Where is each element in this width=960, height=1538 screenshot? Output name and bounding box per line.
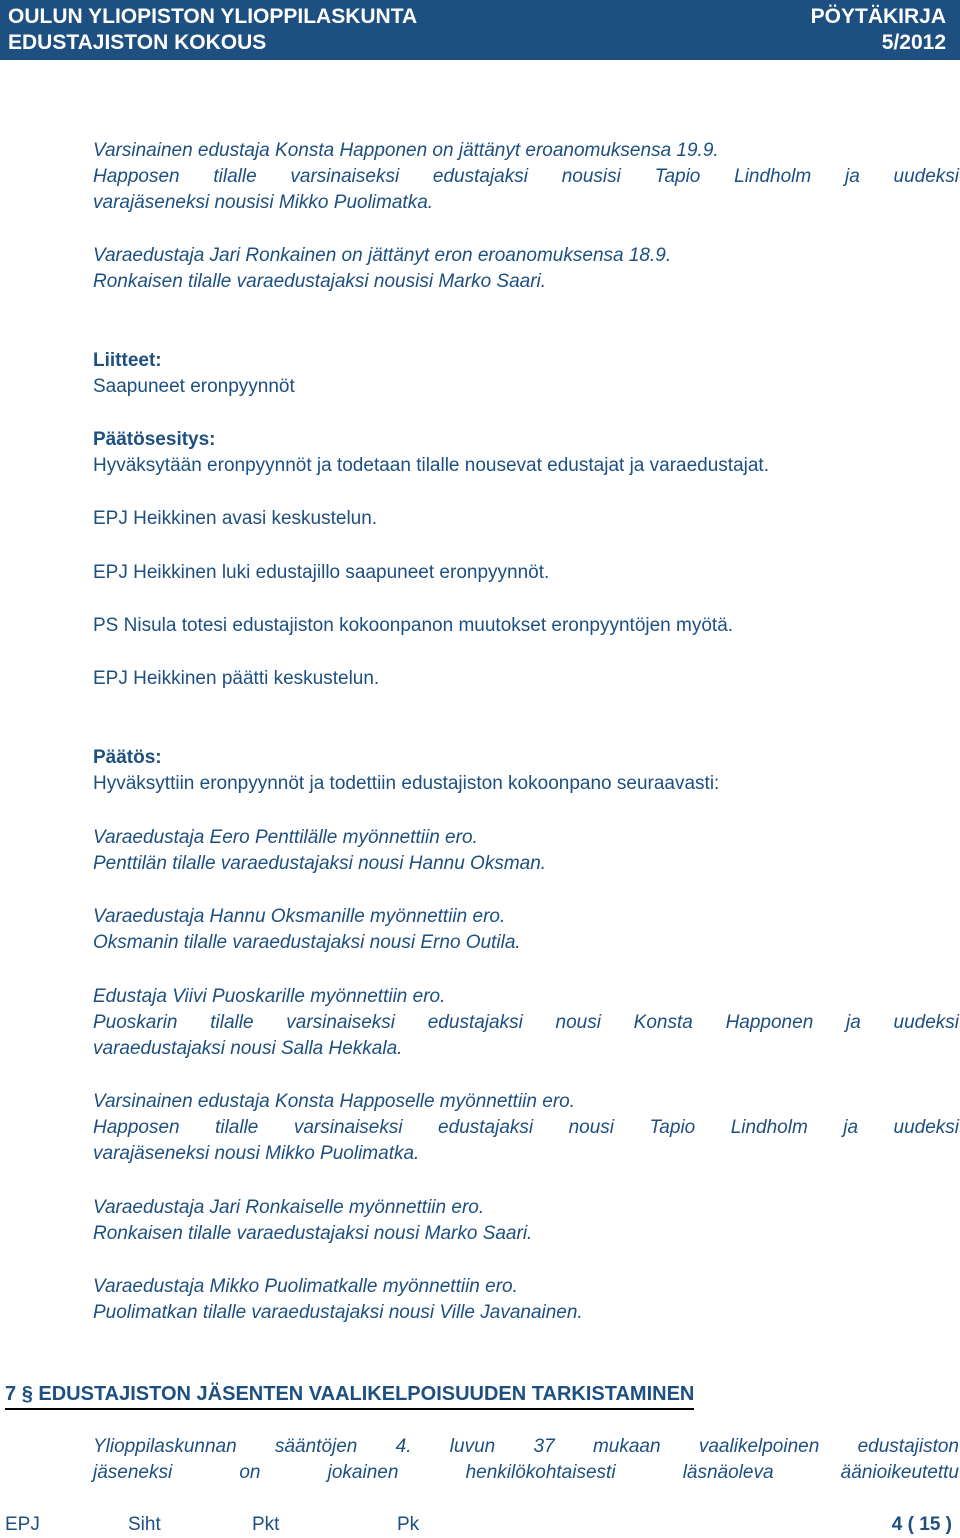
section-number: 7 xyxy=(5,1383,17,1405)
decision-item: Varaedustaja Mikko Puolimatkalle myönnettiin ero. xyxy=(93,1276,518,1297)
decision-item: Varaedustaja Jari Ronkaiselle myönnettiin ero. xyxy=(93,1197,485,1218)
header-row-1 xyxy=(8,4,946,30)
decision-item: Ronkaisen tilalle varaedustajaksi nousi Marko Saari. xyxy=(93,1223,533,1244)
decision-item: Varaedustaja Hannu Oksmanille myönnettiin ero. xyxy=(93,906,506,927)
section-text: Ylioppilaskunnan sääntöjen 4. luvun 37 mukaan vaalikelpoinen edustajiston xyxy=(93,1436,959,1457)
decision-item: Happosen tilalle varsinaiseksi edustajaksi nousi Tapio Lindholm ja uudeksi xyxy=(93,1117,959,1138)
decision-label: Päätös: xyxy=(93,747,162,768)
discussion-line: EPJ Heikkinen päätti keskustelun. xyxy=(93,668,380,689)
decision-item: Puoskarin tilalle varsinaiseksi edustajaksi nousi Konsta Happonen ja uudeksi xyxy=(93,1012,959,1033)
decision-value: Hyväksyttiin eronpyynnöt ja todettiin edustajiston kokoonpano seuraavasti: xyxy=(93,773,720,794)
header-meeting: EDUSTAJISTON KOKOUS xyxy=(8,31,267,54)
discussion-line: EPJ Heikkinen avasi keskustelun. xyxy=(93,508,378,529)
intro-text: Happosen tilalle varsinaiseksi edustajaksi nousisi Tapio Lindholm ja uudeksi xyxy=(93,166,959,187)
discussion-line: PS Nisula totesi edustajiston kokoonpanon muutokset eronpyyntöjen myötä. xyxy=(93,615,734,636)
decision-item: varaedustajaksi nousi Salla Hekkala. xyxy=(93,1038,403,1059)
decision-item: varajäseneksi nousi Mikko Puolimatka. xyxy=(93,1143,420,1164)
decision-item: Puolimatkan tilalle varaedustajaksi nousi Ville Javanainen. xyxy=(93,1302,583,1323)
discussion-line: EPJ Heikkinen luki edustajillo saapuneet eronpyynnöt. xyxy=(93,562,550,583)
footer-page-number: 4 ( 15 ) xyxy=(891,1514,952,1535)
footer-siht: Siht xyxy=(128,1514,161,1535)
intro-text: Ronkaisen tilalle varaedustajaksi nousisi Marko Saari. xyxy=(93,271,547,292)
section-text: jäseneksi on jokainen henkilökohtaisesti läsnäoleva äänioikeutettu xyxy=(93,1462,959,1483)
section-heading xyxy=(5,1381,694,1410)
intro-text: Varaedustaja Jari Ronkainen on jättänyt eron eroanomuksensa 18.9. xyxy=(93,245,672,266)
section-symbol: § xyxy=(21,1383,33,1405)
decision-item: Varaedustaja Eero Penttilälle myönnettiin ero. xyxy=(93,827,478,848)
proposal-value: Hyväksytään eronpyynnöt ja todetaan tilalle nousevat edustajat ja varaedustajat. xyxy=(93,455,769,476)
intro-text: varajäseneksi nousisi Mikko Puolimatka. xyxy=(93,192,434,213)
decision-item: Penttilän tilalle varaedustajaksi nousi Hannu Oksman. xyxy=(93,853,547,874)
footer-pkt: Pkt xyxy=(252,1514,280,1535)
section-title: EDUSTAJISTON JÄSENTEN VAALIKELPOISUUDEN TARKISTAMINEN xyxy=(38,1383,695,1405)
decision-item: Oksmanin tilalle varaedustajaksi nousi Erno Outila. xyxy=(93,932,521,953)
proposal-label: Päätösesitys: xyxy=(93,429,216,450)
decision-item: Varsinainen edustaja Konsta Happoselle myönnettiin ero. xyxy=(93,1091,575,1112)
footer-pk: Pk xyxy=(397,1514,420,1535)
intro-text: Varsinainen edustaja Konsta Happonen on jättänyt eroanomuksensa 19.9. xyxy=(93,140,719,161)
header-org: OULUN YLIOPISTON YLIOPPILASKUNTA xyxy=(8,5,418,28)
header-doc-type: PÖYTÄKIRJA xyxy=(810,5,946,28)
footer-epj: EPJ xyxy=(5,1514,40,1535)
attachments-value: Saapuneet eronpyynnöt xyxy=(93,376,295,397)
document-header xyxy=(0,0,960,60)
decision-item: Edustaja Viivi Puoskarille myönnettiin ero. xyxy=(93,986,446,1007)
header-row-2 xyxy=(8,30,946,56)
attachments-label: Liitteet: xyxy=(93,350,162,371)
header-number: 5/2012 xyxy=(881,31,946,54)
